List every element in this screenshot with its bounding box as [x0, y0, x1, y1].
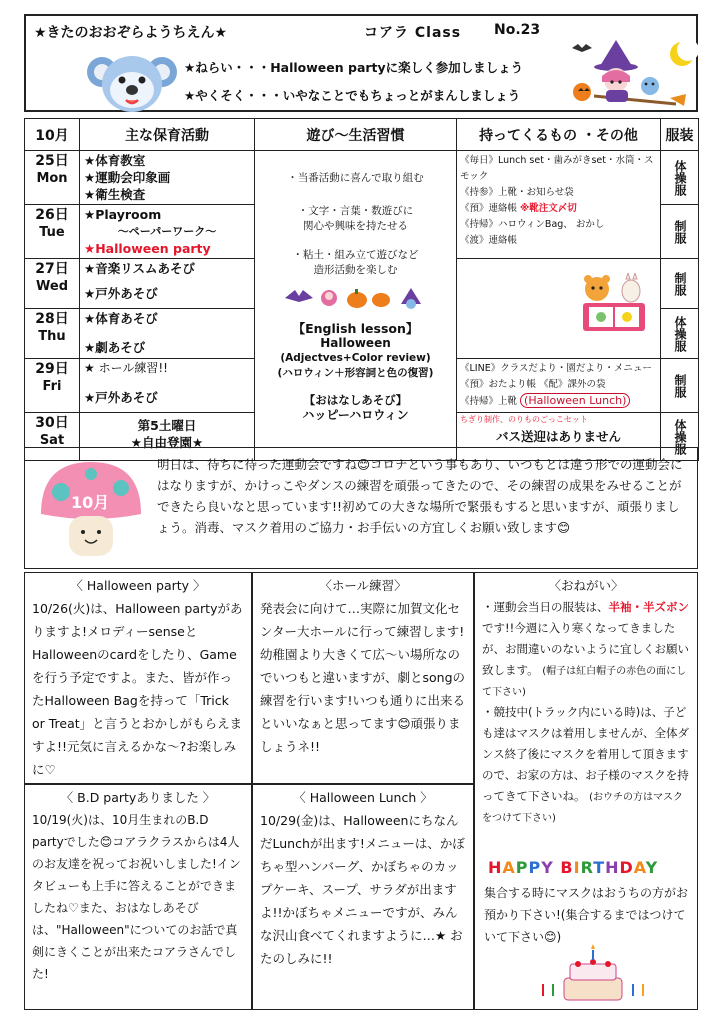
- bring-items-cell: [457, 359, 661, 413]
- activity-item: ★体育教室: [84, 153, 146, 168]
- box-body: 発表会に向けて…実際に加賀文化センター大ホールに行って練習します!幼稚園より大きくて広～い場所なのでいつもと違いますが、劇とsongの練習を行います!いつも通りに出来るといいなぁと思ってます😊頑張りましょうネ!!: [260, 601, 466, 754]
- table-header-row: [25, 119, 699, 151]
- activity-item: ★戸外あそび: [84, 286, 158, 301]
- attire-cell: 体操服: [661, 309, 699, 359]
- header: [24, 14, 698, 112]
- day-number: 29日: [35, 361, 69, 377]
- play-habits-cell: [255, 151, 457, 461]
- bring-item: 《持参》上靴・お知らせ袋: [460, 187, 574, 198]
- play-item: ・当番活動に喜んで取り組む: [287, 172, 424, 184]
- attire-cell: 体操服: [661, 413, 699, 461]
- bring-item: 《持帰》上靴: [460, 396, 518, 407]
- attire-cell: 制服: [661, 359, 699, 413]
- weekday: Tue: [39, 225, 65, 240]
- halloween-witch-icon: [558, 36, 698, 114]
- birthday-cake-icon: [538, 944, 648, 1004]
- weekday: Mon: [36, 171, 68, 186]
- box-title: 〈 Halloween party 〉: [70, 578, 206, 593]
- class-aim: ★ねらい・・・Halloween partyに楽しく参加しましょう: [184, 60, 524, 75]
- shorts-notice: 半袖・半ズボン: [608, 600, 689, 614]
- bring-items-cell: [457, 151, 661, 259]
- weekday: Fri: [42, 379, 62, 394]
- bring-item-note: ちぎり制作、のりものごっこセット: [460, 415, 588, 424]
- activity-item: ～ペーパーワーク～: [117, 225, 217, 238]
- english-lesson-japanese: (ハロウィン＋形容詞と色の復習): [277, 367, 434, 379]
- request-item: [475, 702, 697, 828]
- activity-item: ★ ホール練習!!: [84, 361, 168, 375]
- day-number: 25日: [35, 153, 69, 169]
- story-play-name: ハッピーハロウィン: [302, 408, 409, 422]
- day-cell: [25, 259, 80, 309]
- play-item: 造形活動を楽しむ: [313, 264, 398, 276]
- request-item: [475, 595, 697, 702]
- day-cell: [25, 151, 80, 205]
- school-name: ★きたのおおぞらようちえん★: [34, 25, 228, 41]
- activity-cell: [80, 151, 255, 205]
- activity-item: ★体育あそび: [84, 311, 158, 326]
- weekday: Wed: [36, 279, 68, 294]
- bring-item: 《預》おたより帳 《配》課外の袋: [460, 379, 606, 390]
- bring-item: 《預》連絡帳: [460, 203, 518, 214]
- day-cell: [25, 359, 80, 413]
- activity-item: ★運動会印象画: [84, 170, 171, 185]
- halloween-party-box: [24, 572, 252, 784]
- box-title: 〈ホール練習〉: [319, 578, 407, 593]
- box-title: 〈おねがい〉: [548, 578, 624, 593]
- play-item: ・粘土・組み立て遊びなど: [292, 249, 419, 261]
- play-item: 関心や興味を持たせる: [303, 220, 408, 232]
- english-lesson-title: 【English lesson】: [292, 321, 419, 336]
- story-play-title: 【おはなしあそび】: [303, 393, 408, 407]
- column-header-attire: 服装: [661, 119, 699, 151]
- weekday: Sat: [39, 433, 65, 448]
- hall-practice-box: [252, 572, 474, 784]
- column-header-activities: 主な保育活動: [80, 119, 255, 151]
- issue-number: No.23: [494, 22, 541, 38]
- bring-items-cell-empty: [457, 259, 661, 359]
- no-bus-notice: バス送迎はありません: [495, 429, 621, 444]
- weekday: Thu: [38, 329, 66, 344]
- class-name: コアラ Class: [364, 25, 462, 41]
- bring-item: おかし: [575, 219, 605, 230]
- bring-item: 《渡》連絡帳: [460, 235, 518, 246]
- bring-item: 《持帰》ハロウィンBag、: [460, 219, 573, 230]
- teacher-message-text: 明日は、待ちに待った運動会ですね😊コロナという事もあり、いつもとは違う形での運動会にはなりますが、かけっこやダンスの練習を頑張ってきたので、その練習の成果をみせることができたら良いなと思っています!!初めての大きな場所で緊張もすると思いますが、頑張りましょう。消毒、マスク着用のご協力・お手伝いの方宜しくお願い致します😊: [157, 457, 683, 535]
- box-title: 〈 B.D partyありました 〉: [60, 790, 216, 805]
- activity-item: ★音楽リスムあそび: [84, 261, 195, 276]
- english-lesson-subtitle: (Adjectves+Color review): [280, 352, 431, 364]
- koala-icon: [86, 42, 178, 120]
- bring-item: 《LINE》クラスだより・園だより・メニュー: [460, 363, 652, 374]
- day-number: 27日: [35, 261, 69, 277]
- column-header-month: 10月: [25, 119, 80, 151]
- english-lesson-topic: Halloween: [320, 336, 391, 350]
- halloween-lunch-box: [252, 784, 474, 1010]
- day-number: 26日: [35, 207, 69, 223]
- box-body: 10/29(金)は、HalloweenにちなんだLunchが出ます!メニューは、かぼちゃ型ハンバーグ、かぼちゃのカップケーキ、スープ、サラダが出ますよ!!かぼちゃメニューですが、みんな沢山食べてくれますように…★ おたのしみに!!: [260, 813, 465, 966]
- halloween-decoration-icon: [281, 284, 431, 310]
- attire-cell: 体操服: [661, 151, 699, 205]
- bring-item: 《毎日》Lunch set・歯みがきset・水筒・スモック: [460, 155, 654, 182]
- box-body: 10/26(火)は、Halloween partyがありますよ!メロディーsenseとHalloweenのcardをしたり、Gameを行う予定ですよ。また、皆が作ったHalloween Bagを持って「Trick or Treat」と言うとおかしがもらえますよ!!元気に言えるかな～?お楽しみに♡: [32, 601, 243, 777]
- request-note: (帽子は紅白帽子の赤色の面にして下さい): [482, 666, 687, 698]
- attire-cell: 制服: [661, 205, 699, 259]
- request-text: です!!今週に入り寒くなってきましたが、お間違いのないように宜しくお願い致します。: [482, 621, 689, 677]
- attire-cell: 制服: [661, 259, 699, 309]
- activity-item: ★自由登園★: [130, 435, 204, 450]
- day-cell: [25, 309, 80, 359]
- class-promise: ★やくそく・・・いやなことでもちょっとがまんしましょう: [184, 88, 521, 103]
- weekly-schedule-table: [24, 118, 699, 461]
- activity-cell: [80, 309, 255, 359]
- day-number: 30日: [35, 415, 69, 431]
- bear-reading-icon: [579, 273, 649, 335]
- column-header-play: 遊び～生活習慣: [255, 119, 457, 151]
- bd-party-box: [24, 784, 252, 1010]
- happy-birthday-banner: HAPPY BIRTHDAY: [488, 858, 659, 877]
- shoe-order-deadline: ※靴注文〆切: [520, 203, 577, 214]
- request-note: (おウチの方はマスクをつけて下さい): [482, 792, 684, 824]
- box-body: 10/19(火)は、10月生まれのB.D partyでした😊コアラクラスからは4人のお友達を祝ってお祝いしました!インタビューも上手に答えることができましたね♡また、おはなしあそびは、"Halloween"についてのお話で真剣にきくことが出来たコアラさんでした!: [32, 813, 241, 981]
- column-header-bring: 持ってくるもの ・その他: [457, 119, 661, 151]
- month-badge: 10月: [71, 493, 110, 512]
- box-title: 〈 Halloween Lunch 〉: [293, 790, 433, 805]
- mask-collection-note: 集合する時にマスクはおうちの方がお預かり下さい!(集合するまではつけていて下さい😊): [484, 886, 689, 944]
- request-text: ・運動会当日の服装は、: [482, 600, 609, 614]
- table-row: [25, 151, 699, 205]
- activity-cell: [80, 259, 255, 309]
- activity-cell: [80, 205, 255, 259]
- day-number: 28日: [35, 311, 69, 327]
- day-cell: [25, 205, 80, 259]
- activity-item: ★Halloween party: [84, 241, 211, 256]
- activity-item: ★Playroom: [84, 207, 162, 222]
- play-item: ・文字・言葉・数遊びに: [297, 205, 414, 217]
- teacher-message-box: [24, 447, 698, 569]
- activity-item: ★戸外あそび: [84, 390, 158, 405]
- activity-item: 第5土曜日: [137, 418, 197, 433]
- request-text: ・競技中(トラック内にいる時)は、子ども達はマスクは着用しませんが、全体ダンス終了後にマスクを着用して頂きますので、お家の方は、お子様のマスクを持ってきて下さいね。: [482, 705, 689, 803]
- activity-item: ★衛生検査: [84, 187, 146, 202]
- mushroom-icon: [35, 458, 147, 562]
- activity-item: ★劇あそび: [84, 340, 146, 355]
- halloween-lunch-label: (Halloween Lunch): [520, 393, 630, 408]
- activity-cell: [80, 359, 255, 413]
